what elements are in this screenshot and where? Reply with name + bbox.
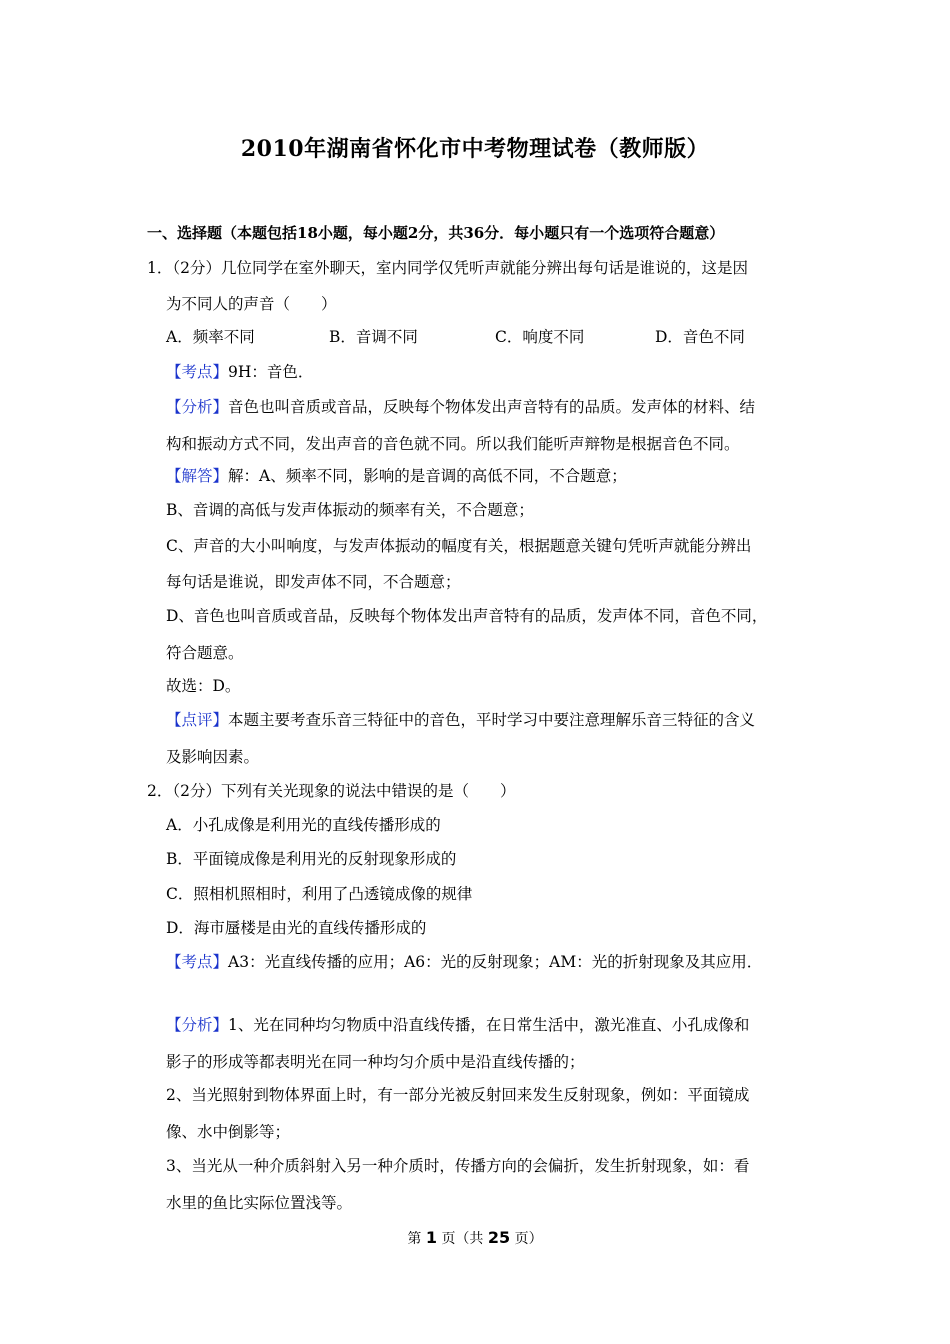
kaodian-text: A3：光直线传播的应用；A6：光的反射现象；AM：光的折射现象及其应用． <box>228 953 763 971</box>
q1-jieda-line3: C、声音的大小叫响度，与发声体振动的幅度有关，根据题意关键句凭听声就能分辨出 <box>166 537 752 555</box>
kaodian-tag: 【考点】 <box>166 363 229 381</box>
q1-stem-line1: 1．（2分）几位同学在室外聊天，室内同学仅凭听声就能分辨出每句话是谁说的，这是因 <box>147 259 748 277</box>
dianping-text: 本题主要考查乐音三特征中的音色，平时学习中要注意理解乐音三特征的含义 <box>228 711 756 729</box>
q2-fenxi-line5: 3、当光从一种介质斜射入另一种介质时，传播方向的会偏折，发生折射现象，如：看 <box>166 1157 750 1175</box>
q1-jieda-line5: D、音色也叫音质或音品，反映每个物体发出声音特有的品质，发声体不同，音色不同， <box>166 607 768 625</box>
q1-fenxi-line2: 构和振动方式不同，发出声音的音色就不同。所以我们能听声辩物是根据音色不同。 <box>166 435 740 453</box>
q2-stem: 2．（2分）下列有关光现象的说法中错误的是（ ） <box>147 782 516 800</box>
q1-jieda-line1 <box>166 466 627 486</box>
q2-fenxi-line2: 影子的形成等都表明光在同一种均匀介质中是沿直线传播的； <box>166 1053 585 1071</box>
total-pages: 25 <box>487 1228 511 1247</box>
jieda-text: 解：A、频率不同，影响的是音调的高低不同，不合题意； <box>228 467 627 485</box>
footer-mid: 页（共 <box>441 1231 484 1247</box>
q2-kaodian <box>166 952 762 972</box>
q1-stem-line2: 为不同人的声音（ ） <box>166 295 337 313</box>
q1-dianping-line1 <box>166 710 755 730</box>
q1-jieda-line6: 符合题意。 <box>166 644 244 662</box>
q2-fenxi-line1 <box>166 1015 749 1035</box>
q2-option-c: C．照相机照相时，利用了凸透镜成像的规律 <box>166 885 473 903</box>
section-heading: 一、选择题（本题包括18小题，每小题2分，共36分．每小题只有一个选项符合题意） <box>147 224 725 242</box>
q1-option-d: D．音色不同 <box>655 328 745 346</box>
q2-option-a: A．小孔成像是利用光的直线传播形成的 <box>166 816 441 834</box>
page-number: 1 <box>425 1228 437 1247</box>
q1-option-b: B．音调不同 <box>329 328 418 346</box>
kaodian-text: 9H：音色． <box>228 363 314 381</box>
jieda-tag: 【解答】 <box>166 467 229 485</box>
fenxi-text: 音色也叫音质或音品，反映每个物体发出声音特有的品质。发声体的材料、结 <box>228 398 756 416</box>
footer-prefix: 第 <box>407 1231 422 1247</box>
dianping-tag: 【点评】 <box>166 711 229 729</box>
q1-option-a: A．频率不同 <box>166 328 255 346</box>
q1-jieda-line4: 每句话是谁说，即发声体不同，不合题意； <box>166 573 461 591</box>
page-title: 2010年湖南省怀化市中考物理试卷（教师版） <box>240 136 710 162</box>
q2-option-d: D．海市蜃楼是由光的直线传播形成的 <box>166 919 427 937</box>
q1-jieda-line2: B、音调的高低与发声体振动的频率有关，不合题意； <box>166 501 534 519</box>
q2-fenxi-line6: 水里的鱼比实际位置浅等。 <box>166 1194 353 1212</box>
fenxi-text: 1、光在同种均匀物质中沿直线传播，在日常生活中，激光准直、小孔成像和 <box>228 1016 750 1034</box>
q1-option-c: C．响度不同 <box>495 328 585 346</box>
kaodian-tag: 【考点】 <box>166 953 229 971</box>
q2-fenxi-line4: 像、水中倒影等； <box>166 1123 291 1141</box>
fenxi-tag: 【分析】 <box>166 1016 229 1034</box>
q1-kaodian <box>166 362 313 382</box>
q1-fenxi-line1 <box>166 397 755 417</box>
q1-answer: 故选：D。 <box>166 677 241 695</box>
q2-option-b: B．平面镜成像是利用光的反射现象形成的 <box>166 850 457 868</box>
footer-suffix: 页） <box>514 1231 543 1247</box>
fenxi-tag: 【分析】 <box>166 398 229 416</box>
page-footer <box>0 1228 950 1248</box>
q1-dianping-line2: 及影响因素。 <box>166 748 260 766</box>
q2-fenxi-line3: 2、当光照射到物体界面上时，有一部分光被反射回来发生反射现象，例如：平面镜成 <box>166 1086 750 1104</box>
